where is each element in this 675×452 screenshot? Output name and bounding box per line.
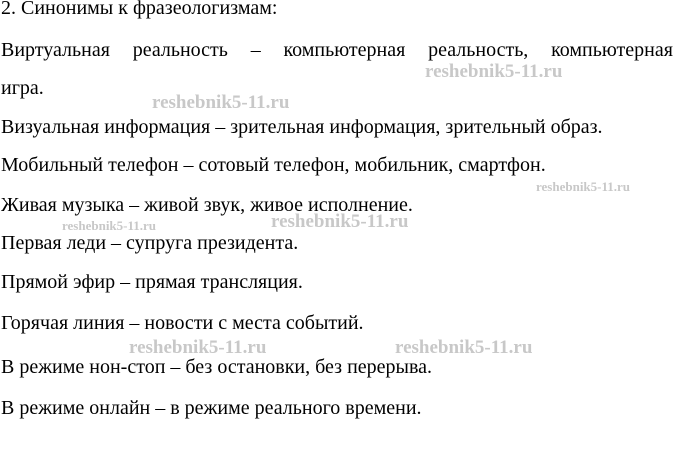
word: компьютерная xyxy=(551,39,673,61)
entry-mobile-phone: Мобильный телефон – сотовый телефон, мобильник, смартфон. xyxy=(1,154,546,176)
word: Виртуальная xyxy=(1,39,110,61)
watermark: reshebnik5-11.ru xyxy=(425,61,563,82)
watermark: reshebnik5-11.ru xyxy=(129,337,267,358)
exercise-heading: 2. Синонимы к фразеологизмам: xyxy=(1,0,278,19)
word: реальность xyxy=(132,39,228,61)
entry-first-lady: Первая леди – супруга президента. xyxy=(1,232,299,254)
entry-virtual-reality xyxy=(1,38,673,62)
word: компьютерная xyxy=(283,39,406,61)
entry-online: В режиме онлайн – в режиме реального времени. xyxy=(1,397,422,419)
entry-hotline: Горячая линия – новости с места событий. xyxy=(1,312,364,334)
entry-non-stop: В режиме нон-стоп – без остановки, без перерыва. xyxy=(1,356,433,378)
entry-live-music: Живая музыка – живой звук, живое исполнение. xyxy=(1,194,413,216)
watermark: reshebnik5-11.ru xyxy=(395,337,533,358)
word: реальность, xyxy=(428,39,529,61)
watermark: reshebnik5-11.ru xyxy=(62,218,157,233)
entry-visual-information: Визуальная информация – зрительная информация, зрительный образ. xyxy=(1,116,603,138)
watermark: reshebnik5-11.ru xyxy=(152,92,290,113)
entry-live-broadcast: Прямой эфир – прямая трансляция. xyxy=(1,271,303,293)
watermark: reshebnik5-11.ru xyxy=(536,179,631,194)
watermark: reshebnik5-11.ru xyxy=(271,211,409,232)
entry-virtual-reality-continuation: игра. xyxy=(1,77,44,99)
word: – xyxy=(250,39,261,61)
